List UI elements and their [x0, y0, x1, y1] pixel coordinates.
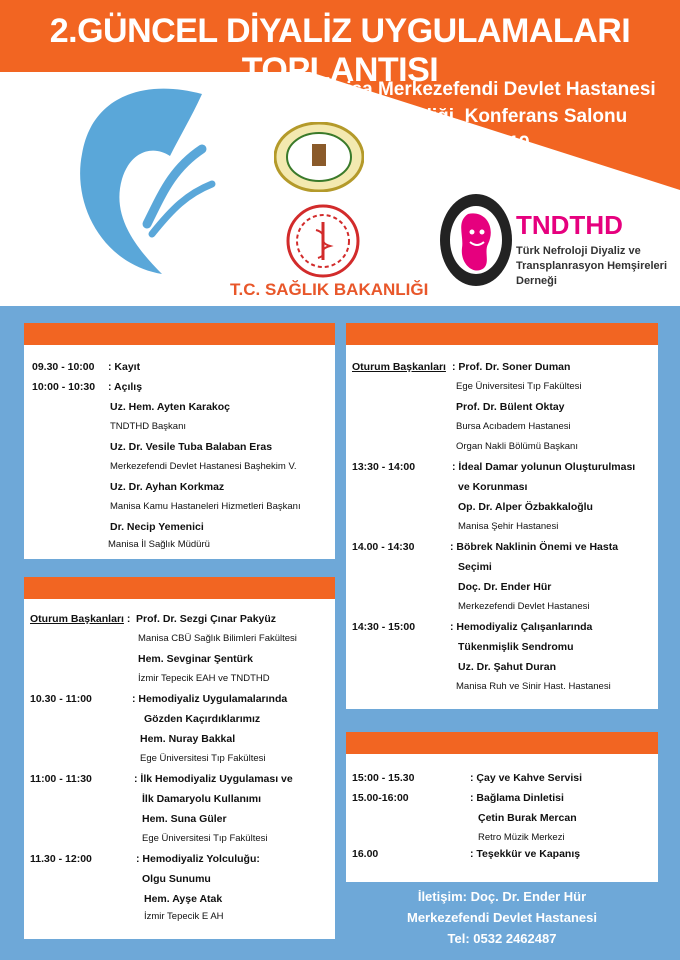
speaker-name: Doç. Dr. Ender Hür [458, 581, 552, 593]
venue-date: 26.02.2019 [434, 133, 530, 154]
speaker-title: Bursa Acıbadem Hastanesi [456, 421, 571, 432]
time-label: 16.00 [352, 848, 379, 860]
program-item: : Hemodiyaliz Yolculuğu: [136, 853, 260, 865]
time-label: 14.00 - 14:30 [352, 541, 415, 553]
program-item: Seçimi [458, 561, 492, 573]
program-item: Gözden Kaçırdıklarımız [144, 713, 261, 725]
speaker-title: Ege Üniversitesi Tıp Fakültesi [142, 833, 268, 844]
speaker-title: Retro Müzik Merkezi [478, 832, 565, 843]
program-item: ve Korunması [458, 481, 528, 493]
program-item: İlk Damaryolu Kullanımı [142, 793, 262, 805]
speaker-name: Hem. Sevginar Şentürk [138, 653, 253, 665]
time-label: 10:00 - 10:30 [32, 381, 96, 393]
time-label: 11:00 - 11:30 [30, 773, 92, 785]
speaker-title: Organ Nakli Bölümü Başkanı [456, 441, 578, 452]
time-label: 14:30 - 15:00 [352, 621, 416, 633]
ministry-label: T.C. SAĞLIK BAKANLIĞI [230, 280, 429, 299]
program-item: : Teşekkür ve Kapanış [470, 848, 581, 860]
program-item: Olgu Sunumu [142, 873, 211, 885]
hospital-seal-icon [274, 122, 364, 192]
speaker-name: : Prof. Dr. Soner Duman [452, 361, 571, 373]
speaker-title: TNDTHD Başkanı [110, 421, 187, 432]
speaker-name: Prof. Dr. Sezgi Çınar Pakyüz [136, 613, 277, 625]
speaker-name: Hem. Suna Güler [142, 813, 227, 825]
program-item: Tükenmişlik Sendromu [458, 641, 574, 653]
page-title: 2.GÜNCEL DİYALİZ UYGULAMALARI TOPLANTISI [49, 12, 631, 89]
speaker-title: İzmir Tepecik E AH [144, 911, 224, 922]
program-item: : Hemodiyaliz Çalışanlarında [450, 621, 593, 633]
tndthd-logo-icon [438, 192, 514, 288]
program-item: : İlk Hemodiyaliz Uygulaması ve [134, 773, 293, 785]
program-item: : Bağlama Dinletisi [470, 792, 564, 804]
time-label: 13:30 - 14:00 [352, 461, 416, 473]
speaker-title: Merkezefendi Devlet Hastanesi [458, 601, 590, 612]
time-label: 15:00 - 15.30 [352, 772, 415, 784]
speaker-name: Prof. Dr. Bülent Oktay [456, 401, 565, 413]
program-panel-session-1 [24, 577, 335, 939]
speaker-name: Uz. Dr. Ayhan Korkmaz [110, 481, 225, 493]
kidney-icon [52, 74, 222, 294]
venue-line-1: Manisa Merkezefendi Devlet Hastanesi [308, 79, 656, 100]
speaker-title: Manisa Ruh ve Sinir Hast. Hastanesi [456, 681, 611, 692]
chairs-label: Oturum Başkanları : [30, 613, 131, 625]
speaker-title: Merkezefendi Devlet Hastanesi Başhekim V. [110, 461, 297, 472]
speaker-title: Ege Üniversitesi Tıp Fakültesi [140, 753, 266, 764]
panel-header-bar [24, 323, 335, 345]
contact-phone: Tel: 0532 2462487 [447, 931, 557, 946]
program-panel-closing [346, 732, 658, 882]
speaker-title: İzmir Tepecik EAH ve TNDTHD [138, 673, 270, 684]
program-item: : Kayıt [108, 361, 141, 373]
association-subtitle: Türk Nefroloji Diyaliz ve Transplanrasyon Hemşireleri Derneği [516, 245, 668, 287]
time-label: 10.30 - 11:00 [30, 693, 92, 705]
panel-header-bar [346, 323, 658, 345]
program-item: : Çay ve Kahve Servisi [470, 772, 583, 784]
contact-institution: Merkezefendi Devlet Hastanesi [406, 910, 598, 925]
speaker-title: Manisa İl Sağlık Müdürü [108, 539, 210, 550]
panel-header-bar [346, 732, 658, 754]
speaker-name: Uz. Dr. Şahut Duran [458, 661, 557, 673]
program-item: : İdeal Damar yolunun Oluşturulması [452, 461, 636, 473]
panel-header-bar [24, 577, 335, 599]
speaker-name: Uz. Hem. Ayten Karakoç [110, 401, 231, 413]
speaker-name: Dr. Necip Yemenici [110, 521, 204, 533]
ministry-seal-icon [286, 204, 360, 278]
contact-block [346, 886, 658, 949]
speaker-name: Op. Dr. Alper Özbakkaloğlu [458, 501, 593, 513]
time-label: 09.30 - 10:00 [32, 361, 95, 373]
program-item: : Böbrek Naklinin Önemi ve Hasta [450, 541, 619, 553]
time-label: 11.30 - 12:00 [30, 853, 92, 865]
speaker-name: Çetin Burak Mercan [478, 812, 577, 824]
speaker-title: Manisa Şehir Hastanesi [458, 521, 559, 532]
speaker-title: Manisa CBÜ Sağlık Bilimleri Fakültesi [138, 633, 297, 644]
time-label: 15.00-16:00 [352, 792, 409, 804]
venue-line-2: Başhekimliği, Konferans Salonu [336, 106, 628, 127]
speaker-name: Hem. Nuray Bakkal [140, 733, 236, 745]
contact-person: İletişim: Doç. Dr. Ender Hür [417, 889, 587, 904]
speaker-title: Ege Üniversitesi Tıp Fakültesi [456, 381, 582, 392]
speaker-name: Hem. Ayşe Atak [144, 893, 223, 905]
program-item: : Açılış [108, 381, 143, 393]
speaker-name: Uz. Dr. Vesile Tuba Balaban Eras [110, 441, 273, 453]
association-title: TNDTHD [516, 210, 623, 240]
program-panel-opening [24, 323, 335, 559]
program-item: : Hemodiyaliz Uygulamalarında [132, 693, 288, 705]
speaker-title: Manisa Kamu Hastaneleri Hizmetleri Başkanı [110, 501, 301, 512]
chairs-label: Oturum Başkanları [352, 361, 446, 373]
program-panel-session-2 [346, 323, 658, 709]
